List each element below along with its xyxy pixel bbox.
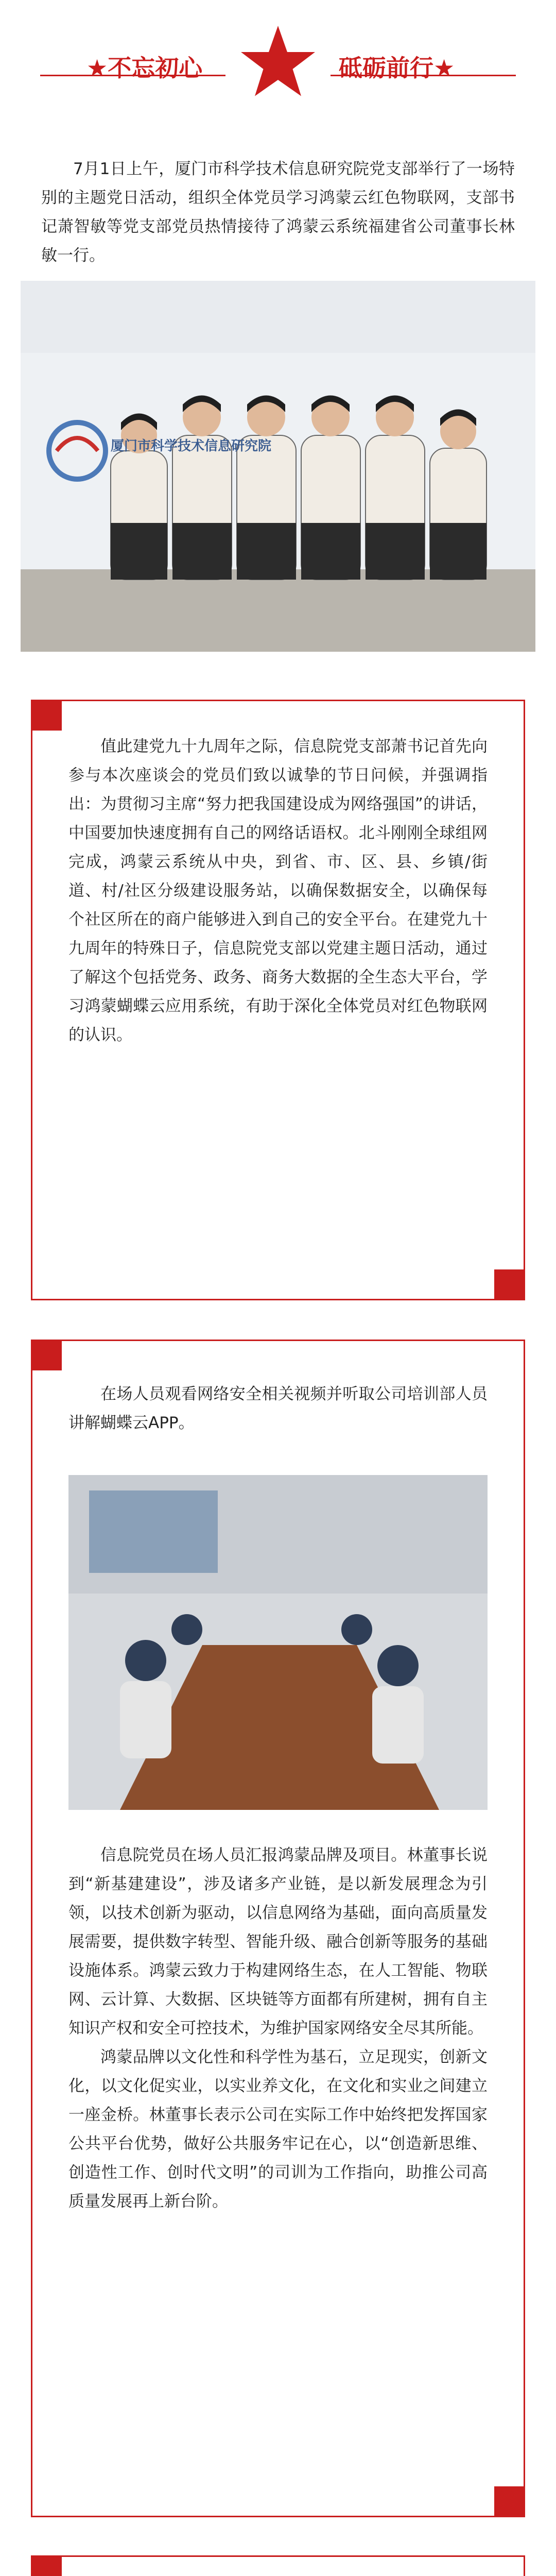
group-photo-illustration bbox=[21, 281, 535, 652]
big-red-star-icon bbox=[239, 23, 317, 100]
meeting-photo-illustration bbox=[68, 1475, 488, 1810]
header-slogan-right: 砥砺前行★ bbox=[339, 54, 455, 82]
corner-decoration bbox=[494, 2486, 525, 2517]
corner-decoration bbox=[31, 2555, 62, 2576]
page-header bbox=[0, 0, 556, 124]
section2-box bbox=[31, 1340, 525, 2517]
wall-sign: 厦门市科学技术信息研究院 bbox=[111, 438, 272, 454]
intro-paragraph: 7月1日上午，厦门市科学技术信息研究院党支部举行了一场特别的主题党日活动，组织全体党员学习鸿蒙云红色物联网，支部书记萧智敏等党支部党员热情接待了鸿蒙云系统福建省公司董事长林敏一行。 bbox=[41, 160, 515, 265]
section2-caption: 在场人员观看网络安全相关视频并听取公司培训部人员讲解蝴蝶云APP。 bbox=[68, 1385, 488, 1432]
star-icon: ★ bbox=[86, 54, 108, 82]
section1-box bbox=[31, 700, 525, 1300]
group-photo bbox=[21, 281, 535, 652]
header-slogan-left: ★不忘初心 bbox=[86, 54, 203, 82]
meeting-photo-1 bbox=[68, 1475, 488, 1810]
star-icon: ★ bbox=[433, 54, 455, 82]
section2-paragraph-1: 信息院党员在场人员汇报鸿蒙品牌及项目。林董事长说到“新基建建设”，涉及诸多产业链，是以新发展理念为引领，以技术创新为驱动，以信息网络为基础，面向高质量发展需要，提供数字转型、智能升级、融合创新等服务的基础设施体系。鸿蒙云致力于构建网络生态，在人工智能、物联网、云计算、大数据、区块链等方面都有所建树，拥有自主知识产权和安全可控技术，为维护国家网络安全尽其所能。 bbox=[68, 1846, 488, 2038]
section2-paragraph-2: 鸿蒙品牌以文化性和科学性为基石，立足现实，创新文化，以文化促实业，以实业养文化，在文化和实业之间建立一座金桥。林董事长表示公司在实际工作中始终把发挥国家公共平台优势，做好公共服务牢记在心，以“创造新思维、创造性工作、创时代文明”的司训为工作指向，助推公司高质量发展再上新台阶。 bbox=[68, 2048, 488, 2211]
section1-paragraph: 值此建党九十九周年之际，信息院党支部萧书记首先向参与本次座谈会的党员们致以诚挚的节日问候，并强调指出：为贯彻习主席“努力把我国建设成为网络强国”的讲话，中国要加快速度拥有自己的网络话语权。北斗刚刚全球组网完成，鸿蒙云系统从中央，到省、市、区、县、乡镇/街道、村/社区分级建设服务站，以确保数据安全，以确保每个社区所在的商户能够进入到自己的安全平台。在建党九十九周年的特殊日子，信息院党支部以党建主题日活动，通过了解这个包括党务、政务、商务大数据的全生态大平台，学习鸿蒙蝴蝶云应用系统，有助于深化全体党员对红色物联网的认识。 bbox=[68, 737, 488, 1044]
corner-decoration bbox=[31, 700, 62, 731]
corner-decoration bbox=[31, 1340, 62, 1370]
intro-section bbox=[41, 155, 515, 270]
section3-box bbox=[31, 2555, 525, 2576]
corner-decoration bbox=[494, 1269, 525, 1300]
